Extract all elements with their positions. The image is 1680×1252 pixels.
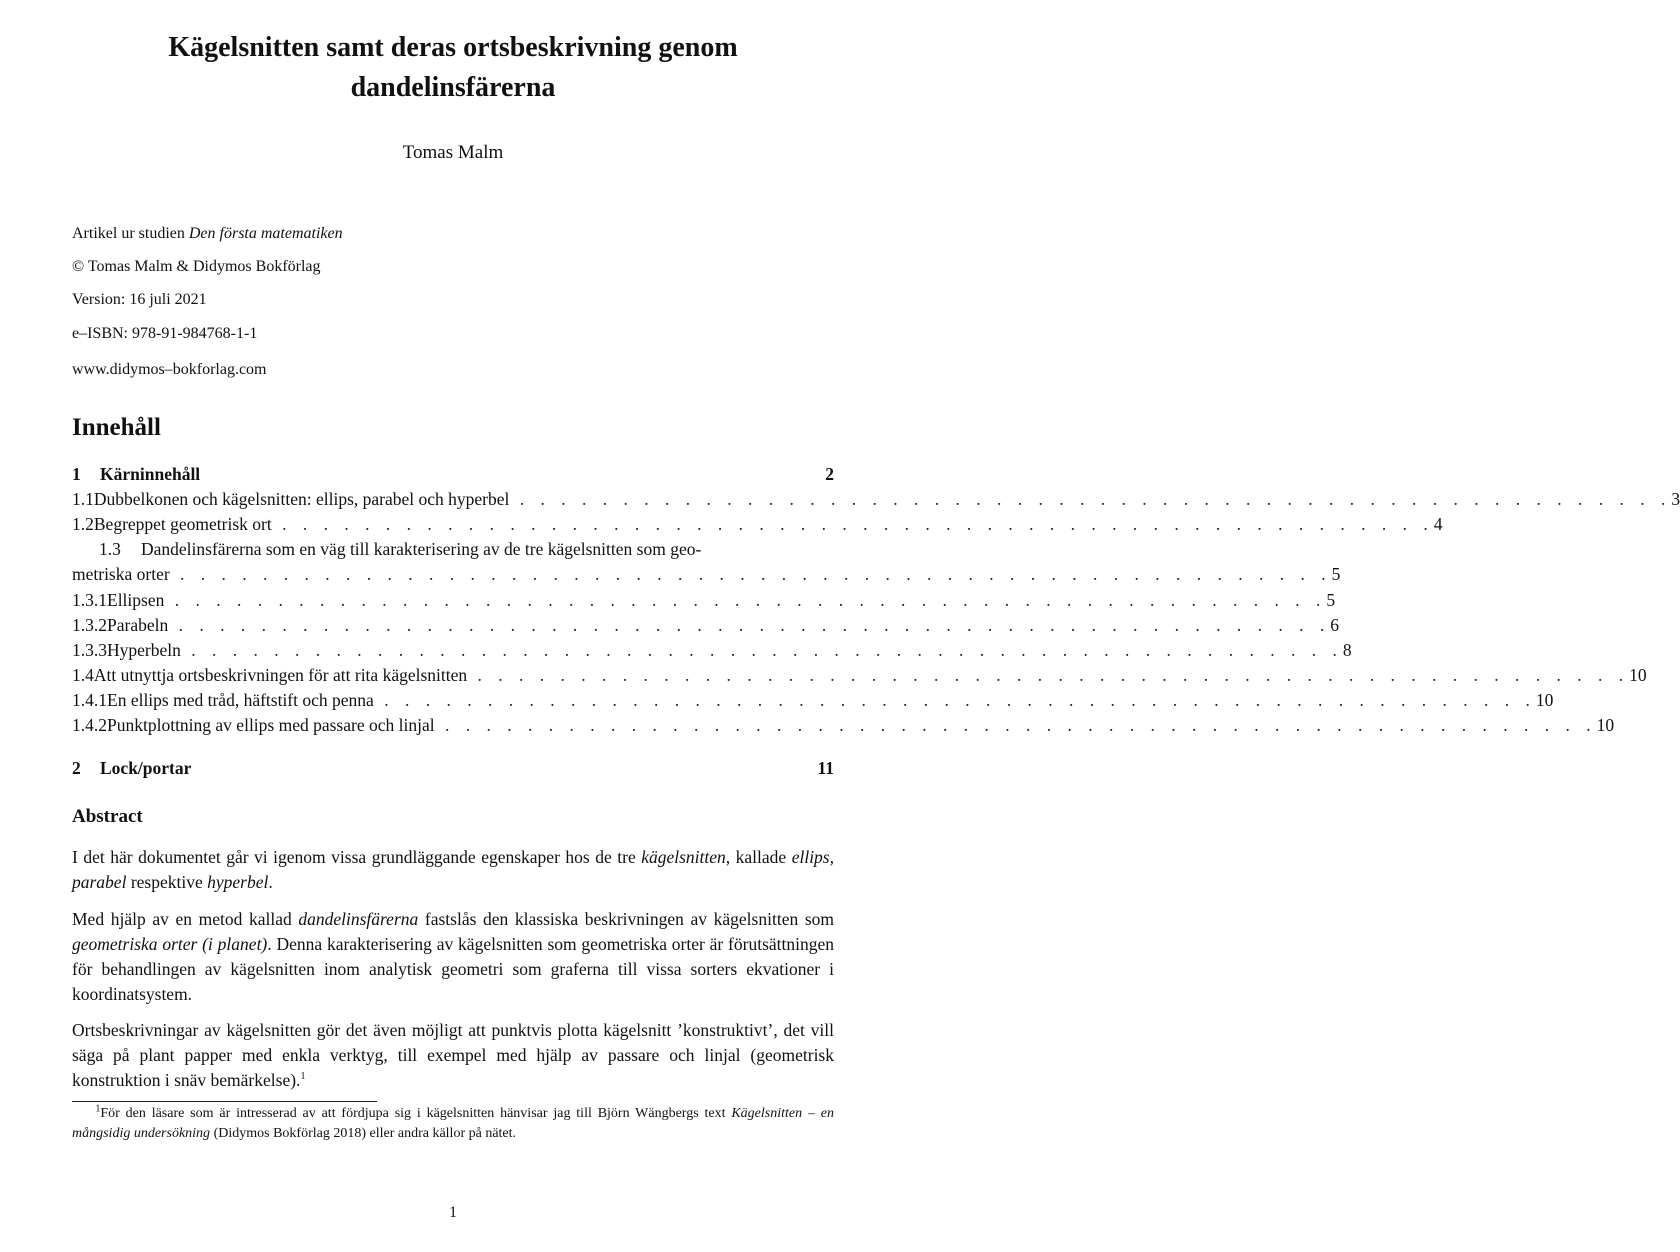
copyright-text: Tomas Malm & Didymos Bokförlag	[87, 258, 321, 275]
toc-heading: Innehåll	[72, 414, 161, 441]
toc-entry-continuation[interactable]	[72, 562, 1341, 586]
isbn-line: e–ISBN: 978-91-984768-1-1	[72, 325, 258, 342]
toc-entry-title: Dubbelkonen och kägelsnitten: ellips, parabel och hyperbel	[93, 489, 510, 509]
text-run: . Denna karakterisering av kägelsnitten som geometriska orter är förutsättningen för behandlingen av kägelsnitten inom analytisk geometri som graferna till vissa sorters ekvationer i koordinatsystem.	[72, 934, 834, 1004]
abstract-paragraph-3	[72, 1018, 834, 1093]
toc-entry-title: Punktplottning av ellips med passare och linjal	[107, 715, 435, 735]
copyright-line	[72, 258, 321, 276]
leader-dots: . . . . . . . . . . . . . . . . . . . . . . . . . . . . . . . . . . . . . . . . . . . . . . . . . . . . . . . .	[434, 715, 1597, 735]
toc-entry[interactable]	[72, 638, 1352, 662]
document-title: Kägelsnitten samt deras ortsbeskrivning genom dandelinsfärerna	[168, 32, 738, 103]
abstract-paragraph-1	[72, 845, 834, 895]
text-run: fastslås den klassiska beskrivningen av kägelsnitten som	[418, 909, 835, 929]
leader-dots: . . . . . . . . . . . . . . . . . . . . . . . . . . . . . . . . . . . . . . . . . . . . . . . . . . . . . . . .	[271, 514, 1434, 534]
footnote-rule	[72, 1101, 377, 1102]
toc-entry-number: 1.1	[72, 489, 94, 509]
toc-entry-title: En ellips med tråd, häftstift och penna	[107, 690, 374, 710]
emphasis: hyperbel	[207, 872, 269, 892]
toc-entry-title: Dandelinsfärerna som en väg till karakterisering av de tre kägelsnitten som geo-	[141, 539, 702, 559]
toc-entry[interactable]	[72, 487, 1680, 511]
author-name: Tomas Malm	[402, 142, 504, 163]
text-run: .	[268, 872, 273, 892]
toc-entry[interactable]	[72, 512, 1443, 536]
toc-entry-number: 1.3	[99, 539, 121, 559]
leader-dots: . . . . . . . . . . . . . . . . . . . . . . . . . . . . . . . . . . . . . . . . . . . . . . . . . . . . . . . .	[509, 489, 1672, 509]
toc-entry[interactable]	[72, 537, 834, 561]
emphasis: geometriska orter (i planet)	[72, 934, 268, 954]
toc-entry-title-cont: metriska orter	[72, 564, 170, 584]
text-run: Ortsbeskrivningar av kägelsnitten gör det även möjligt att punktvis plotta kägelsnitt ’konstruktivt’, det vill säga på plant papper med enkla verktyg, till exempel med hjälp av passare och linjal (geometrisk konstruktion i snäv bemärkelse).	[72, 1020, 834, 1090]
toc-section[interactable]	[72, 462, 834, 486]
toc-entry-number: 1.4	[72, 665, 94, 685]
toc-entry-page: 8	[1342, 640, 1352, 660]
study-prefix: Artikel ur studien	[72, 225, 185, 242]
abstract-heading: Abstract	[72, 806, 143, 827]
text-run: respektive	[126, 872, 208, 892]
toc-entry-page: 6	[1330, 615, 1339, 635]
copyright-icon: ©	[72, 258, 85, 275]
toc-entry-number: 1.3.3	[72, 640, 107, 660]
text-run: (Didymos Bokförlag 2018) eller andra källor på nätet.	[210, 1126, 517, 1141]
toc-entry[interactable]	[72, 688, 1554, 712]
toc-entry-page: 10	[1596, 715, 1615, 735]
toc-entry-title: Begreppet geometrisk ort	[93, 514, 272, 534]
toc-entry-number: 1.2	[72, 514, 94, 534]
text-run: Med hjälp av en metod kallad	[72, 909, 299, 929]
toc-entry-number: 1.4.1	[72, 690, 107, 710]
study-title: Den första matematiken	[188, 225, 343, 242]
toc-entry-number: 1.3.2	[72, 615, 107, 635]
toc-entry-title: Hyperbeln	[107, 640, 181, 660]
study-line	[72, 225, 343, 243]
page-number: 1	[449, 1204, 457, 1221]
leader-dots: . . . . . . . . . . . . . . . . . . . . . . . . . . . . . . . . . . . . . . . . . . . . . . . . . . . . . . . .	[169, 564, 1332, 584]
footnote-reference[interactable]: 1	[300, 1071, 306, 1083]
toc-entry-page: 4	[1433, 514, 1443, 534]
leader-dots: . . . . . . . . . . . . . . . . . . . . . . . . . . . . . . . . . . . . . . . . . . . . . . . . . . . . . . . .	[373, 690, 1536, 710]
toc-entry-number: 1.4.2	[72, 715, 107, 735]
toc-entry-title: Att utnyttja ortsbeskrivningen för att rita kägelsnitten	[93, 665, 468, 685]
abstract-paragraph-2	[72, 907, 834, 1007]
emphasis: dandelinsfärerna	[298, 909, 419, 929]
toc-entry-title: Kärninnehåll	[100, 464, 201, 484]
text-run: , kallade	[725, 847, 792, 867]
toc-entry-title: Lock/portar	[100, 758, 192, 778]
toc-entry-page: 3	[1671, 489, 1680, 509]
footnote-mark: 1	[95, 1103, 101, 1115]
toc-entry[interactable]	[72, 613, 1339, 637]
toc-entry-number: 2	[72, 758, 81, 778]
toc-entry-page: 5	[1331, 564, 1341, 584]
toc-entry-page: 11	[817, 758, 834, 778]
version-line: Version: 16 juli 2021	[72, 291, 207, 308]
toc-entry-page: 2	[825, 464, 834, 484]
text-run: I det här dokumentet går vi igenom vissa grundläggande egenskaper hos de tre	[72, 847, 642, 867]
leader-dots: . . . . . . . . . . . . . . . . . . . . . . . . . . . . . . . . . . . . . . . . . . . . . . . . . . . . . . . .	[168, 615, 1331, 635]
footnote	[72, 1104, 834, 1144]
emphasis: ellips, parabel	[72, 847, 834, 892]
toc-entry-number: 1	[72, 464, 81, 484]
toc-entry-number: 1.3.1	[72, 590, 107, 610]
toc-entry-page: 10	[1535, 690, 1554, 710]
website-link[interactable]: www.didymos–bokforlag.com	[72, 361, 267, 378]
cited-title: Kägelsnitten – en mångsidig undersökning	[72, 1106, 835, 1141]
leader-dots: . . . . . . . . . . . . . . . . . . . . . . . . . . . . . . . . . . . . . . . . . . . . . . . . . . . . . . . .	[467, 665, 1630, 685]
leader-dots: . . . . . . . . . . . . . . . . . . . . . . . . . . . . . . . . . . . . . . . . . . . . . . . . . . . . . . . .	[180, 640, 1343, 660]
toc-entry[interactable]	[72, 713, 1615, 737]
toc-entry-title: Ellipsen	[107, 590, 165, 610]
toc-entry-page: 10	[1629, 665, 1647, 685]
leader-dots: . . . . . . . . . . . . . . . . . . . . . . . . . . . . . . . . . . . . . . . . . . . . . . . . . . . . . . . .	[164, 590, 1327, 610]
toc-section[interactable]	[72, 756, 834, 780]
emphasis: kägelsnitten	[641, 847, 726, 867]
toc-entry-page: 5	[1326, 590, 1336, 610]
text-run: För den läsare som är intresserad av att fördjupa sig i kägelsnitten hänvisar jag till Björn Wängbergs text	[100, 1106, 732, 1121]
toc-entry[interactable]	[72, 588, 1336, 612]
toc-entry[interactable]	[72, 663, 1647, 687]
toc-entry-title: Parabeln	[107, 615, 169, 635]
